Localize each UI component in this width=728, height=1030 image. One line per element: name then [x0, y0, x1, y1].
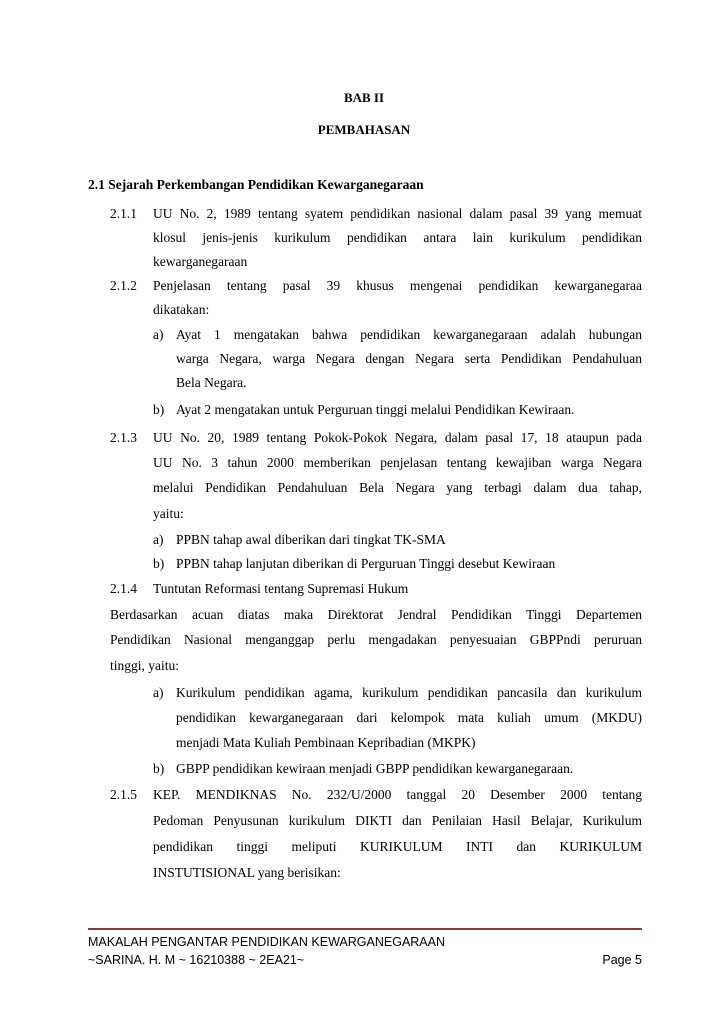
- paragraph-text: Pendidikan Nasional menganggap perlu mengadakan penyesuaian GBPPndi peruruan: [110, 632, 642, 647]
- list-text: menjadi Mata Kuliah Pembinaan Kepribadian (MKPK): [176, 735, 476, 750]
- list-text: Ayat 1 mengatakan bahwa pendidikan kewarganegaraan adalah hubungan: [176, 327, 642, 342]
- list-marker: a): [153, 327, 164, 342]
- item-number: 2.1.2: [110, 278, 137, 293]
- item-number: 2.1.1: [110, 206, 137, 221]
- list-text: warga Negara, warga Negara dengan Negara serta Pendidikan Pendahuluan: [176, 351, 642, 366]
- item-text: yaitu:: [153, 506, 184, 521]
- item-text: UU No. 3 tahun 2000 memberikan penjelasan tentang kewajiban warga Negara: [153, 455, 642, 470]
- item-text: pendidikan tinggi meliputi KURIKULUM INTI dan KURIKULUM: [153, 839, 642, 854]
- footer-author: ~SARINA. H. M ~ 16210388 ~ 2EA21~: [88, 953, 305, 967]
- list-text: Kurikulum pendidikan agama, kurikulum pendidikan pancasila dan kurikulum: [176, 685, 642, 700]
- list-text: Bela Negara.: [176, 375, 247, 390]
- chapter-title: PEMBAHASAN: [317, 122, 411, 137]
- chapter-number: BAB II: [343, 90, 385, 105]
- item-text: Tuntutan Reformasi tentang Supremasi Hukum: [153, 581, 409, 596]
- list-marker: b): [153, 761, 165, 776]
- list-marker: a): [153, 685, 164, 700]
- list-text: pendidikan kewarganegaraan dari kelompok mata kuliah umum (MKDU): [176, 710, 642, 725]
- item-text: melalui Pendidikan Pendahuluan Bela Negara yang terbagi dalam dua tahap,: [153, 480, 642, 495]
- paragraph-text: tinggi, yaitu:: [110, 658, 179, 673]
- list-text: PPBN tahap lanjutan diberikan di Perguruan Tinggi desebut Kewiraan: [176, 556, 556, 571]
- item-number: 2.1.5: [110, 787, 137, 802]
- item-text: UU No. 20, 1989 tentang Pokok-Pokok Negara, dalam pasal 17, 18 ataupun pada: [153, 430, 642, 445]
- list-marker: a): [153, 532, 164, 547]
- footer-title: MAKALAH PENGANTAR PENDIDIKAN KEWARGANEGARAAN: [88, 935, 446, 949]
- item-text: dikatakan:: [153, 302, 210, 317]
- page-number: Page 5: [602, 953, 642, 967]
- item-number: 2.1.3: [110, 430, 137, 445]
- footer-rule: [88, 928, 642, 930]
- item-text: KEP. MENDIKNAS No. 232/U/2000 tanggal 20 Desember 2000 tentang: [153, 787, 642, 802]
- list-text: GBPP pendidikan kewiraan menjadi GBPP pendidikan kewarganegaraan.: [176, 761, 574, 776]
- section-title: 2.1 Sejarah Perkembangan Pendidikan Kewarganegaraan: [88, 177, 424, 192]
- item-text: UU No. 2, 1989 tentang syatem pendidikan nasional dalam pasal 39 yang memuat: [153, 206, 642, 221]
- item-text: INSTUTISIONAL yang berisikan:: [153, 865, 341, 880]
- item-text: klosul jenis-jenis kurikulum pendidikan antara lain kurikulum pendidikan: [153, 230, 642, 245]
- list-text: PPBN tahap awal diberikan dari tingkat TK-SMA: [176, 532, 446, 547]
- list-text: Ayat 2 mengatakan untuk Perguruan tinggi melalui Pendidikan Kewiraan.: [176, 402, 575, 417]
- list-marker: b): [153, 556, 165, 571]
- item-text: Pedoman Penyusunan kurikulum DIKTI dan Penilaian Hasil Belajar, Kurikulum: [153, 813, 642, 828]
- item-text: kewarganegaraan: [153, 254, 248, 269]
- item-text: Penjelasan tentang pasal 39 khusus mengenai pendidikan kewarganegaraa: [153, 278, 642, 293]
- list-marker: b): [153, 402, 165, 417]
- paragraph-text: Berdasarkan acuan diatas maka Direktorat Jendral Pendidikan Tinggi Departemen: [110, 607, 642, 622]
- item-number: 2.1.4: [110, 581, 137, 596]
